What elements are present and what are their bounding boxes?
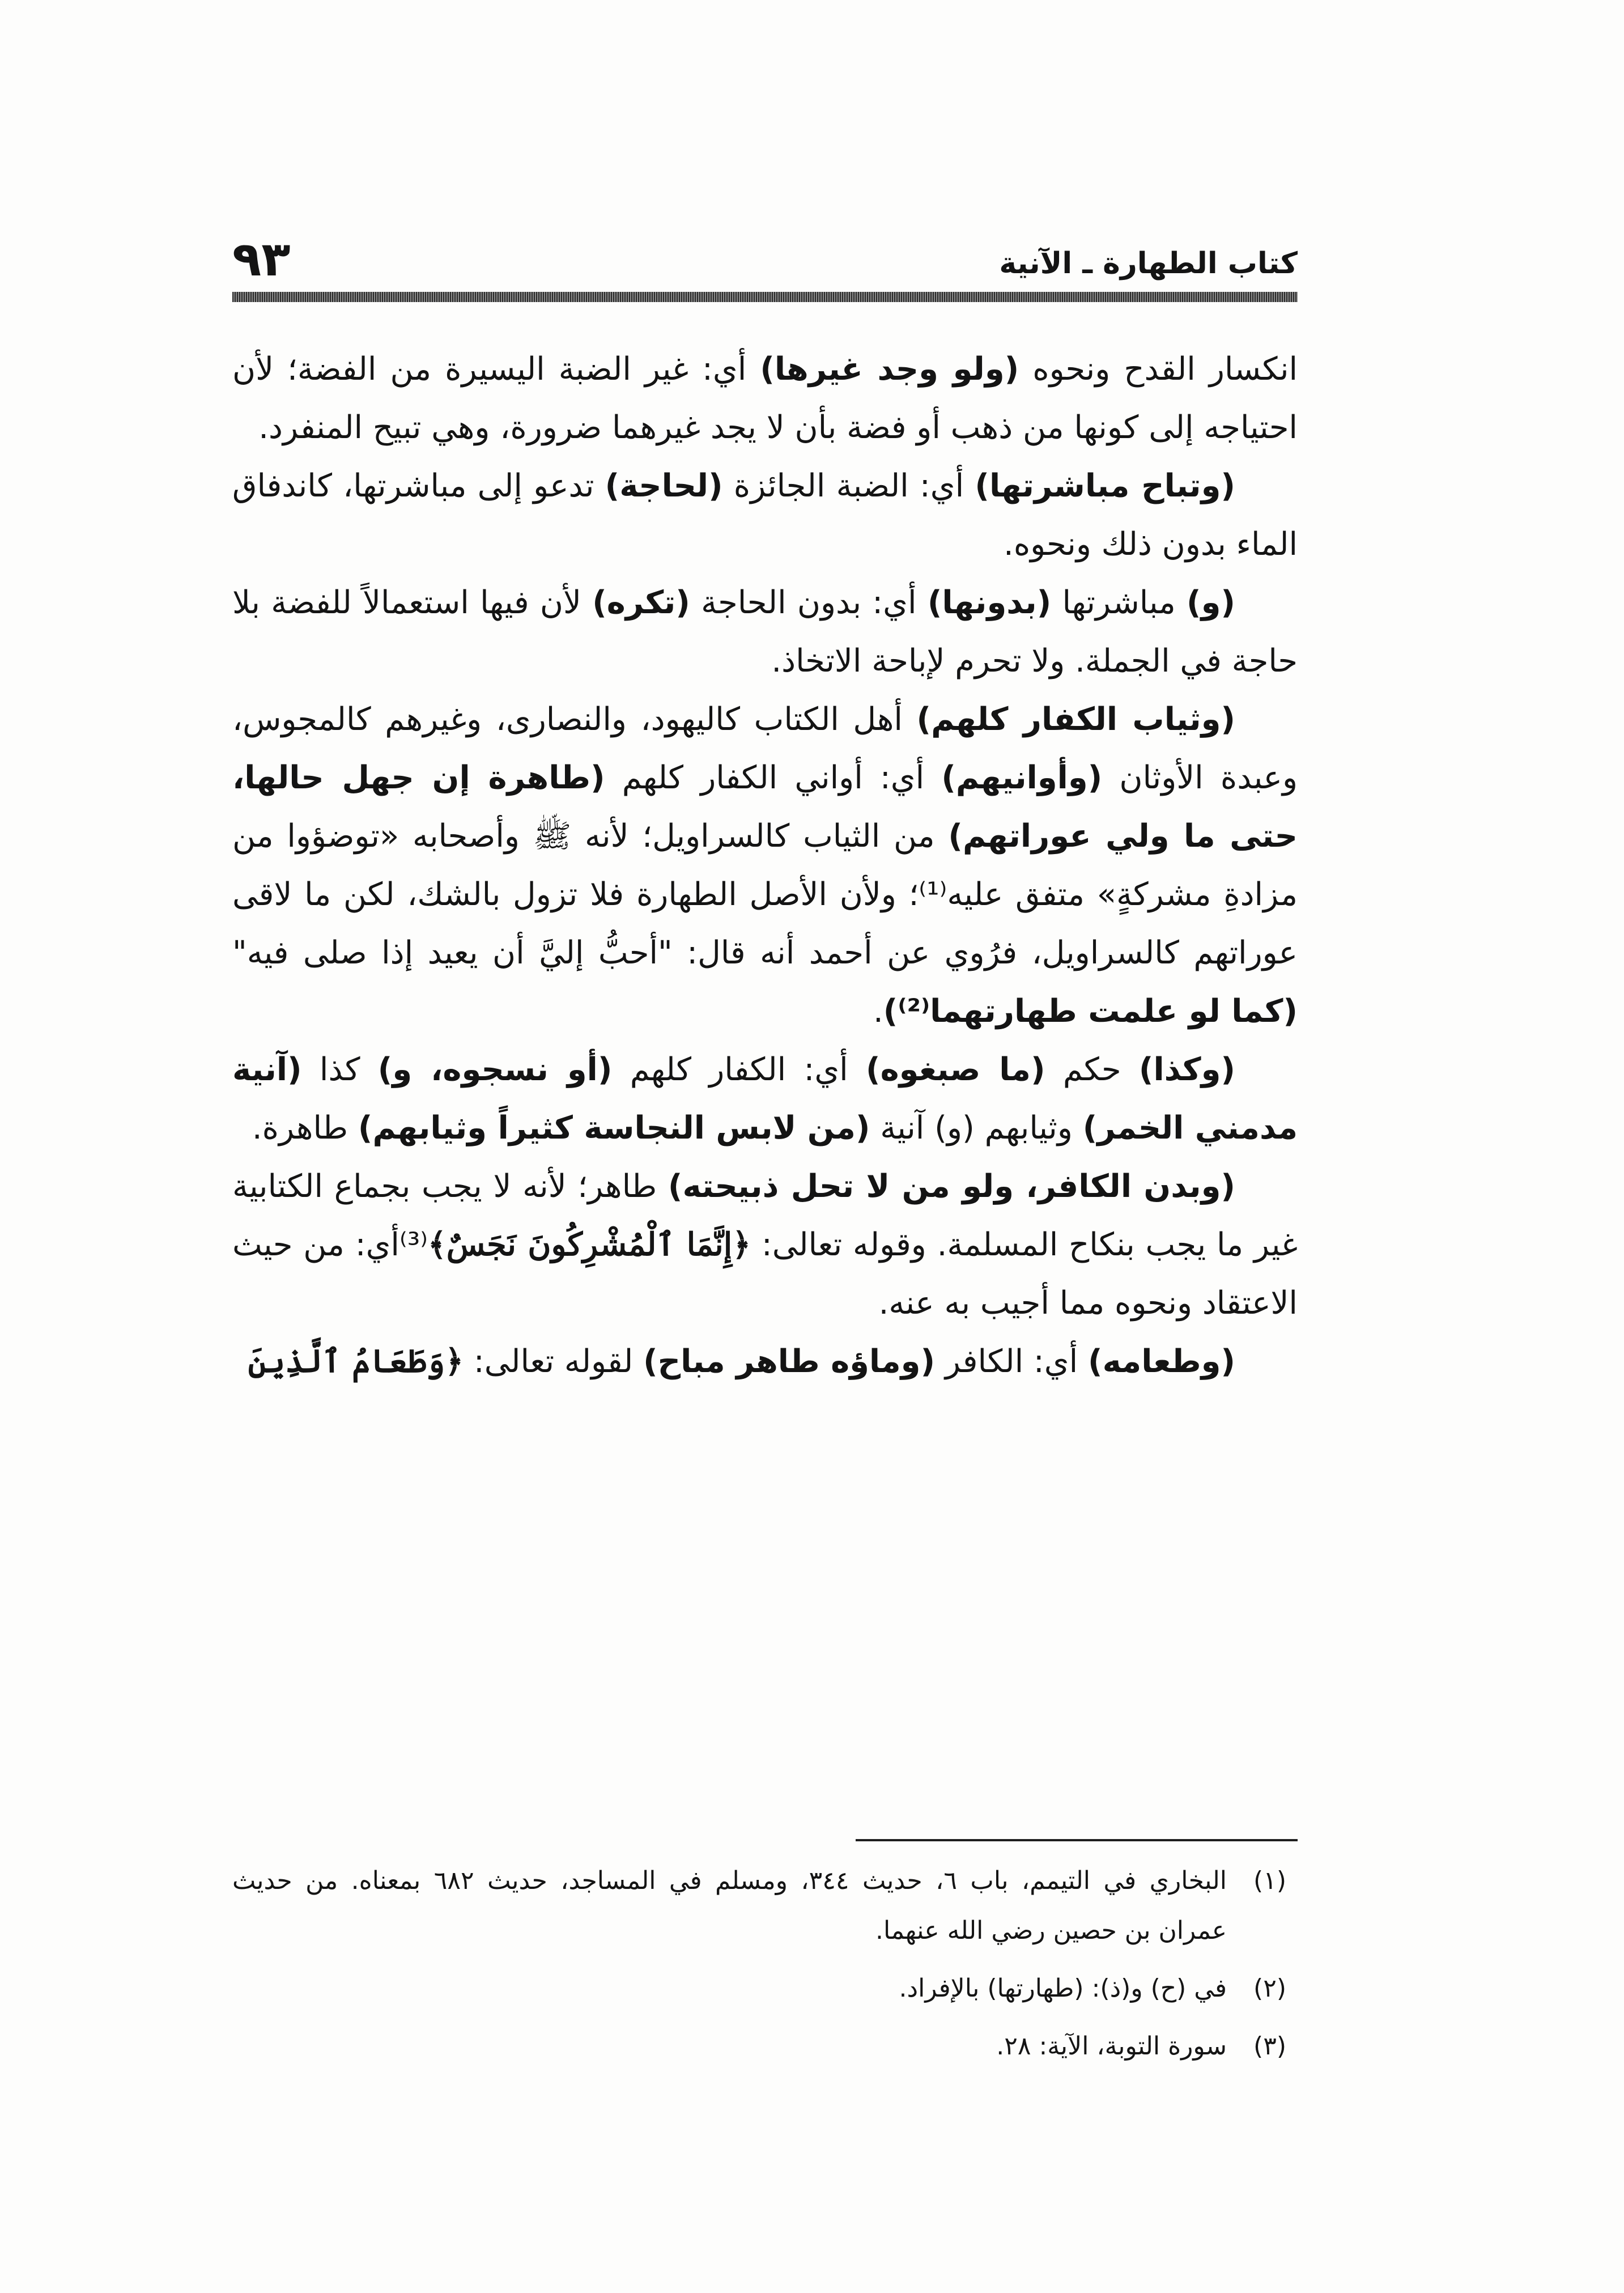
text-span: أي: الكفار كلهم — [612, 1051, 866, 1088]
footnote-3 — [232, 2022, 1298, 2071]
footnote-text: سورة التوبة، الآية: ٢٨. — [996, 2032, 1227, 2061]
matn-phrase: (بدونها) — [927, 584, 1052, 621]
matn-phrase: (من لابس النجاسة كثيراً وثيابهم) — [358, 1110, 870, 1146]
paragraph-6 — [232, 1157, 1298, 1332]
matn-phrase: (تكره) — [592, 584, 690, 621]
text-span: أهل الكتاب كاليهود، والنصارى، وغيرهم كالمجوس، وعبدة الأوثان — [232, 701, 1298, 796]
footnote-number: (٣) — [1253, 2032, 1286, 2061]
text-span: أي: غير الضبة اليسيرة من الفضة؛ لأن احتياجه إلى كونها من ذهب أو فضة بأن لا يجد غيرهما ضرورة، وهي تبيح المنفرد. — [232, 351, 1298, 446]
footnote-divider — [856, 1839, 1298, 1841]
matn-phrase: (أو نسجوه، و) — [377, 1051, 613, 1088]
text-span: طاهر؛ لأنه لا يجب بجماع الكتابية غير ما يجب بنكاح المسلمة. وقوله تعالى: — [232, 1168, 1298, 1263]
text-span: تدعو إلى مباشرتها، كاندفاق الماء بدون ذلك ونحوه. — [232, 468, 1298, 563]
matn-phrase: (آنية مدمني الخمر) — [232, 1051, 1298, 1146]
footnote-number: (٢) — [1253, 1974, 1286, 2003]
text-span: أي: أواني الكفار كلهم — [605, 759, 942, 796]
text-span: أي: بدون الحاجة — [690, 584, 928, 621]
matn-phrase: (ما صبغوه) — [865, 1051, 1045, 1088]
text-span: ⁽³⁾أي: من حيث الاعتقاد ونحوه مما أجيب به عنه. — [232, 1226, 1298, 1322]
footnote-1 — [232, 1856, 1298, 1956]
matn-phrase: (ولو وجد غيرها) — [760, 351, 1019, 388]
text-span: وثيابهم (و) آنية — [870, 1110, 1083, 1146]
matn-phrase: (و) — [1187, 584, 1235, 621]
footnote-text: في (ح) و(ذ): (طهارتها) بالإفراد. — [899, 1974, 1227, 2003]
footnote-text: البخاري في التيمم، باب ٦، حديث ٣٤٤، ومسلم في المساجد، حديث ٦٨٢ بمعناه. من حديث عمران بن حصين رضي الله عنهما. — [232, 1866, 1227, 1945]
text-span: من الثياب كالسراويل؛ لأنه ﷺ وأصحابه «توضؤوا من مزادةِ مشركةٍ» متفق عليه⁽¹⁾؛ ولأن الأصل الطهارة فلا تزول بالشك، لكن ما لاقى عوراتهم كالسراويل، فرُوي عن أحمد أنه قال: "أحبُّ إليَّ أن يعيد إذا صلى فيه" — [232, 818, 1298, 971]
text-span: طاهرة. — [252, 1110, 358, 1146]
matn-phrase: (وكذا) — [1138, 1051, 1235, 1088]
footnotes — [232, 1856, 1298, 2079]
text-span: لأن فيها استعمالاً للفضة بلا حاجة في الجملة. ولا تحرم لإباحة الاتخاذ. — [232, 584, 1298, 680]
paragraph-5 — [232, 1041, 1298, 1157]
paragraph-1 — [232, 340, 1298, 457]
matn-phrase: (وأوانيهم) — [941, 759, 1103, 796]
text-span: مباشرتها — [1051, 584, 1187, 621]
text-span: أي: الضبة الجائزة — [722, 468, 975, 504]
matn-phrase: (وبدن الكافر، ولو من لا تحل ذبيحته) — [668, 1168, 1235, 1205]
footnote-2 — [232, 1964, 1298, 2014]
paragraph-2 — [232, 457, 1298, 574]
chapter-title: كتاب الطهارة ـ الآنية — [999, 247, 1298, 281]
quran-verse: ﴿إِنَّمَا ٱلْمُشْرِكُونَ نَجَسٌ﴾ — [427, 1226, 751, 1263]
text-span: أي: الكافر — [935, 1343, 1088, 1380]
matn-phrase: (كما لو علمت طهارتهما⁽²⁾) — [883, 993, 1298, 1030]
header-divider — [232, 292, 1298, 302]
text-span: . — [873, 993, 883, 1030]
text-span: انكسار القدح ونحوه — [1019, 351, 1298, 388]
main-text — [232, 340, 1298, 1391]
footnote-number: (١) — [1253, 1866, 1286, 1895]
matn-phrase: (وتباح مباشرتها) — [975, 468, 1235, 504]
running-header — [232, 224, 1298, 286]
matn-phrase: (طاهرة إن جهل حالها، حتى ما ولي عوراتهم) — [232, 759, 1298, 855]
matn-phrase: (وطعامه) — [1087, 1343, 1235, 1380]
paragraph-7 — [232, 1332, 1298, 1391]
paragraph-4 — [232, 690, 1298, 1041]
quran-verse: ﴿وَطَعَامُ ٱلَّذِينَ — [248, 1343, 464, 1380]
page-number: ٩٣ — [232, 231, 291, 287]
matn-phrase: (لحاجة) — [605, 468, 723, 504]
matn-phrase: (وثياب الكفار كلهم) — [916, 701, 1236, 738]
matn-phrase: (وماؤه طاهر مباح) — [643, 1343, 936, 1380]
text-span: لقوله تعالى: — [464, 1343, 644, 1380]
text-span: كذا — [301, 1051, 378, 1088]
paragraph-3 — [232, 574, 1298, 690]
text-span: حكم — [1045, 1051, 1139, 1088]
